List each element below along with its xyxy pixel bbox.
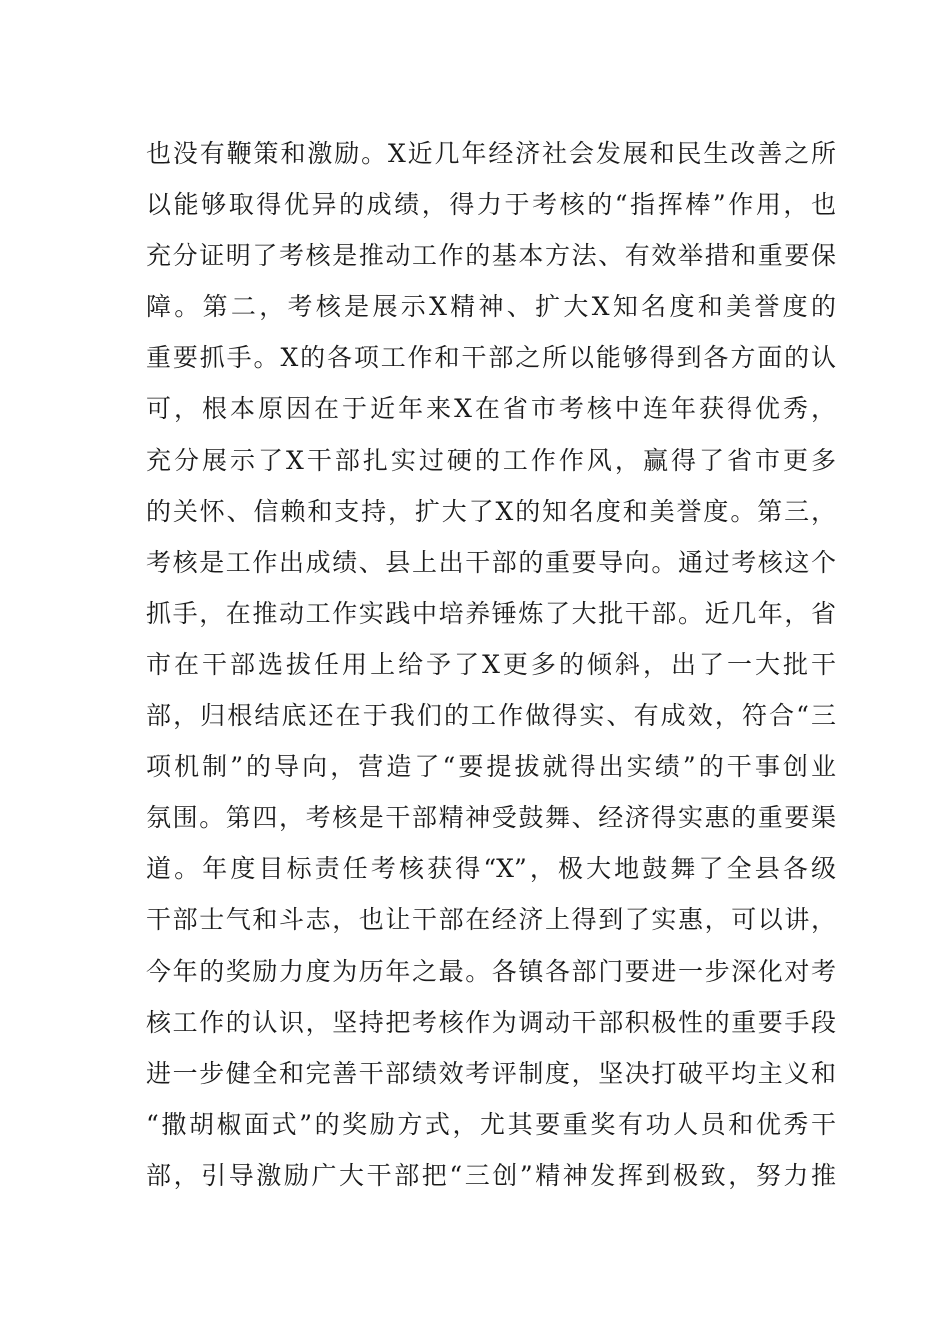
text-line: 重要抓手。X的各项工作和干部之所以能够得到各方面的认 (146, 343, 836, 373)
text-line: 氛围。第四，考核是干部精神受鼓舞、经济得实惠的重要渠 (146, 803, 836, 833)
text-line: 的关怀、信赖和支持，扩大了X的知名度和美誉度。第三， (146, 496, 836, 526)
text-line: 障。第二，考核是展示X精神、扩大X知名度和美誉度的 (146, 292, 836, 322)
text-line: “撒胡椒面式”的奖励方式，尤其要重奖有功人员和优秀干 (146, 1109, 836, 1139)
text-line: 进一步健全和完善干部绩效考评制度，坚决打破平均主义和 (146, 1058, 836, 1088)
text-line: 干部士气和斗志，也让干部在经济上得到了实惠，可以讲， (146, 905, 836, 935)
body-paragraph (146, 128, 836, 1201)
text-line: 核工作的认识，坚持把考核作为调动干部积极性的重要手段 (146, 1007, 836, 1037)
text-line: 也没有鞭策和激励。X近几年经济社会发展和民生改善之所 (146, 139, 836, 168)
text-line: 以能够取得优异的成绩，得力于考核的“指挥棒”作用，也 (146, 190, 836, 220)
text-line: 项机制”的导向，营造了“要提拔就得出实绩”的干事创业 (146, 752, 836, 782)
text-line: 今年的奖励力度为历年之最。各镇各部门要进一步深化对考 (146, 956, 836, 986)
text-line: 部，引导激励广大干部把“三创”精神发挥到极致，努力推 (146, 1160, 836, 1190)
text-line: 道。年度目标责任考核获得“X”，极大地鼓舞了全县各级 (146, 854, 836, 884)
text-line: 考核是工作出成绩、县上出干部的重要导向。通过考核这个 (146, 547, 836, 577)
text-line: 可，根本原因在于近年来X在省市考核中连年获得优秀， (146, 394, 836, 424)
text-line: 市在干部选拔任用上给予了X更多的倾斜，出了一大批干 (146, 649, 836, 679)
text-line: 充分展示了X干部扎实过硬的工作作风，赢得了省市更多 (146, 445, 836, 475)
text-line: 抓手，在推动工作实践中培养锤炼了大批干部。近几年，省 (146, 598, 836, 628)
text-line: 充分证明了考核是推动工作的基本方法、有效举措和重要保 (146, 241, 836, 271)
text-line: 部，归根结底还在于我们的工作做得实、有成效，符合“三 (146, 701, 836, 731)
